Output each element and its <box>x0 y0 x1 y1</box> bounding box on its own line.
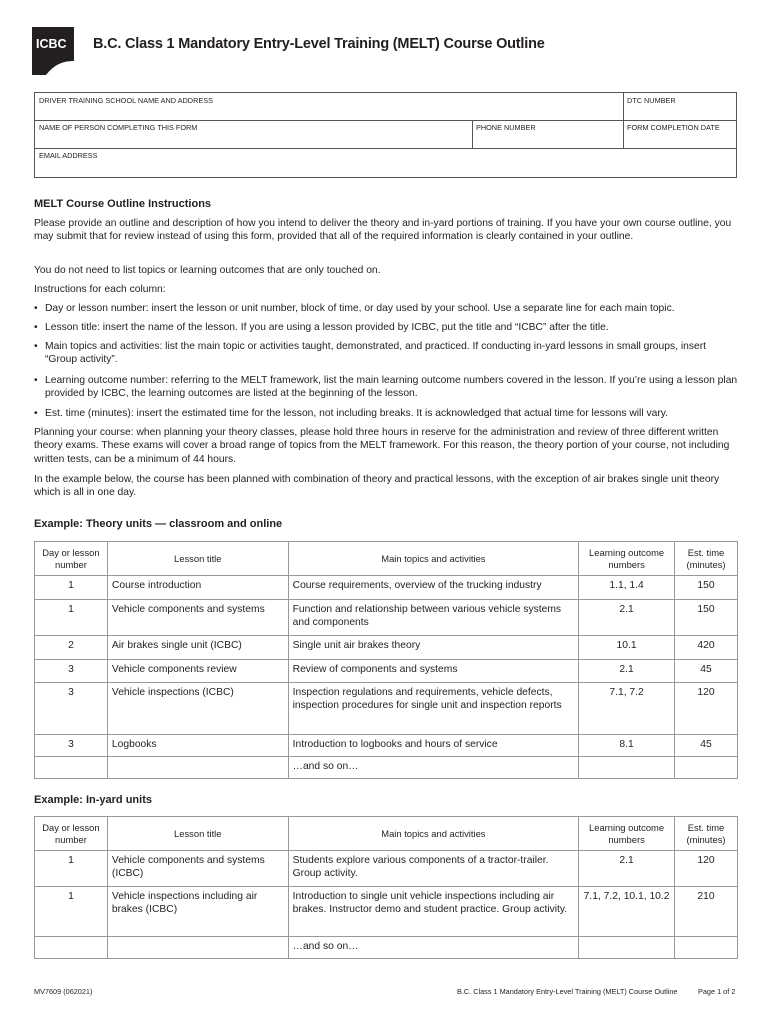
instructions-heading: MELT Course Outline Instructions <box>34 198 212 210</box>
table-row <box>35 937 738 959</box>
time-cell: 210 <box>675 887 738 937</box>
form-number: MV7609 (062021) <box>34 987 93 996</box>
bullet-time: • Est. time (minutes): insert the estimated time for the lesson, not including breaks. It is acknowledged that actual time for lessons will vary. <box>34 407 738 420</box>
col-day-header: Day or lesson number <box>35 817 108 851</box>
table-row <box>35 636 738 660</box>
title-cell: Vehicle components and systems <box>107 600 288 636</box>
col-time-header: Est. time (minutes) <box>675 817 738 851</box>
yard-header-row <box>35 817 738 851</box>
theory-header-row <box>35 542 738 576</box>
outcome-cell: 2.1 <box>579 851 675 887</box>
time-cell: 45 <box>675 735 738 757</box>
email-address-label: EMAIL ADDRESS <box>39 151 98 160</box>
time-cell: 150 <box>675 600 738 636</box>
instructions-note: You do not need to list topics or learning outcomes that are only touched on. <box>34 265 381 276</box>
school-name-label: DRIVER TRAINING SCHOOL NAME AND ADDRESS <box>39 96 213 105</box>
outcome-cell: 1.1, 1.4 <box>579 576 675 600</box>
bullet-day: • Day or lesson number: insert the lesson or unit number, block of time, or day used by your school. Use a separate line for each main topic. <box>34 302 738 315</box>
day-cell: 2 <box>35 636 108 660</box>
col-time-header: Est. time (minutes) <box>675 542 738 576</box>
bullet-outcome: • Learning outcome number: referring to the MELT framework, list the main learning outcome numbers covered in the lesson. If you’re using a lesson plan provided by ICBC, the learning outcomes are listed at the beginning of the lesson. <box>34 374 738 401</box>
dtc-number-label: DTC NUMBER <box>627 96 676 105</box>
day-cell: 3 <box>35 683 108 735</box>
col-topics-header: Main topics and activities <box>288 542 579 576</box>
col-title-header: Lesson title <box>107 817 288 851</box>
and-so-on-cell: …and so on… <box>288 937 578 959</box>
topics-cell: Inspection regulations and requirements, vehicle defects, inspection procedures for single unit and inspection reports <box>288 683 579 735</box>
outcome-cell: 7.1, 7.2, 10.1, 10.2 <box>579 887 675 937</box>
title-cell: Vehicle components and systems (ICBC) <box>107 851 288 887</box>
bullet-title: • Lesson title: insert the name of the lesson. If you are using a lesson provided by ICBC, put the title and “ICBC” after the title. <box>34 321 738 334</box>
outcome-cell: 8.1 <box>579 735 675 757</box>
title-cell: Vehicle components review <box>107 660 288 683</box>
table-row <box>35 600 738 636</box>
yard-heading: Example: In-yard units <box>34 794 152 806</box>
theory-heading: Example: Theory units — classroom and online <box>34 518 283 530</box>
theory-table <box>34 541 738 779</box>
page-number: Page 1 of 2 <box>698 987 736 996</box>
table-row <box>35 576 738 600</box>
phone-number-label: PHONE NUMBER <box>476 123 536 132</box>
table-row <box>35 683 738 735</box>
day-cell: 1 <box>35 887 108 937</box>
title-cell: Vehicle inspections including air brakes (ICBC) <box>107 887 288 937</box>
day-cell: 1 <box>35 600 108 636</box>
email-address-field[interactable] <box>35 148 737 178</box>
person-name-field[interactable] <box>35 120 472 148</box>
day-cell: 3 <box>35 660 108 683</box>
planning-paragraph: Planning your course: when planning your theory classes, please hold three hours in reserve for the administration and review of three different written theory exams. These exams will cover a broad range of topics from the MELT framework. For this reason, the theory portion of your course, not including written tests, can be a minimum of 44 hours. <box>34 427 730 465</box>
icbc-logo <box>32 27 74 75</box>
day-cell: 1 <box>35 576 108 600</box>
time-cell: 45 <box>675 660 738 683</box>
col-outcome-header: Learning outcome numbers <box>579 542 675 576</box>
topics-cell: Students explore various components of a tractor-trailer. Group activity. <box>288 851 578 887</box>
col-title-header: Lesson title <box>107 542 288 576</box>
person-name-label: NAME OF PERSON COMPLETING THIS FORM <box>39 123 198 132</box>
title-cell: Logbooks <box>107 735 288 757</box>
table-row <box>35 735 738 757</box>
phone-number-field[interactable] <box>472 120 623 148</box>
table-row <box>35 660 738 683</box>
table-row <box>35 887 738 937</box>
topics-cell: Introduction to single unit vehicle inspections including air brakes. Instructor demo and student practice. Group activity. <box>288 887 578 937</box>
topics-cell: Function and relationship between various vehicle systems and components <box>288 600 579 636</box>
day-cell: 3 <box>35 735 108 757</box>
title-cell: Air brakes single unit (ICBC) <box>107 636 288 660</box>
instructions-columns-intro: Instructions for each column: <box>34 284 166 295</box>
col-outcome-header: Learning outcome numbers <box>579 817 675 851</box>
footer-title: B.C. Class 1 Mandatory Entry-Level Training (MELT) Course Outline <box>457 987 678 996</box>
example-paragraph: In the example below, the course has been planned with combination of theory and practical lessons, with the exception of air brakes single unit theory which is all in one day. <box>34 474 720 499</box>
bullet-topics: • Main topics and activities: list the main topic or activities taught, demonstrated, and practiced. If conducting in-yard lessons in small groups, insert “Group activity”. <box>34 340 738 367</box>
time-cell: 420 <box>675 636 738 660</box>
outcome-cell: 7.1, 7.2 <box>579 683 675 735</box>
title-cell: Vehicle inspections (ICBC) <box>107 683 288 735</box>
outcome-cell: 2.1 <box>579 660 675 683</box>
day-cell: 1 <box>35 851 108 887</box>
col-topics-header: Main topics and activities <box>288 817 578 851</box>
icbc-logo-text: ICBC <box>36 37 67 51</box>
form-completion-date-field[interactable] <box>623 120 737 148</box>
school-info-form <box>34 92 737 178</box>
instructions-intro: Please provide an outline and description of how you intend to deliver the theory and in-yard portions of training. If you have your own course outline, you may submit that for review instead of using this form, provided that all of the required information is clearly contained in your outline. <box>34 218 732 243</box>
page-title: B.C. Class 1 Mandatory Entry-Level Training (MELT) Course Outline <box>93 36 545 52</box>
time-cell: 150 <box>675 576 738 600</box>
title-cell: Course introduction <box>107 576 288 600</box>
time-cell: 120 <box>675 851 738 887</box>
topics-cell: Introduction to logbooks and hours of service <box>288 735 579 757</box>
school-name-field[interactable] <box>35 93 623 120</box>
dtc-number-field[interactable] <box>623 93 737 120</box>
and-so-on-cell: …and so on… <box>288 757 579 779</box>
outcome-cell: 10.1 <box>579 636 675 660</box>
form-completion-date-label: FORM COMPLETION DATE <box>627 123 720 132</box>
col-day-header: Day or lesson number <box>35 542 108 576</box>
outcome-cell: 2.1 <box>579 600 675 636</box>
table-row <box>35 757 738 779</box>
topics-cell: Course requirements, overview of the trucking industry <box>288 576 579 600</box>
topics-cell: Single unit air brakes theory <box>288 636 579 660</box>
table-row <box>35 851 738 887</box>
time-cell: 120 <box>675 683 738 735</box>
topics-cell: Review of components and systems <box>288 660 579 683</box>
yard-table <box>34 816 738 959</box>
